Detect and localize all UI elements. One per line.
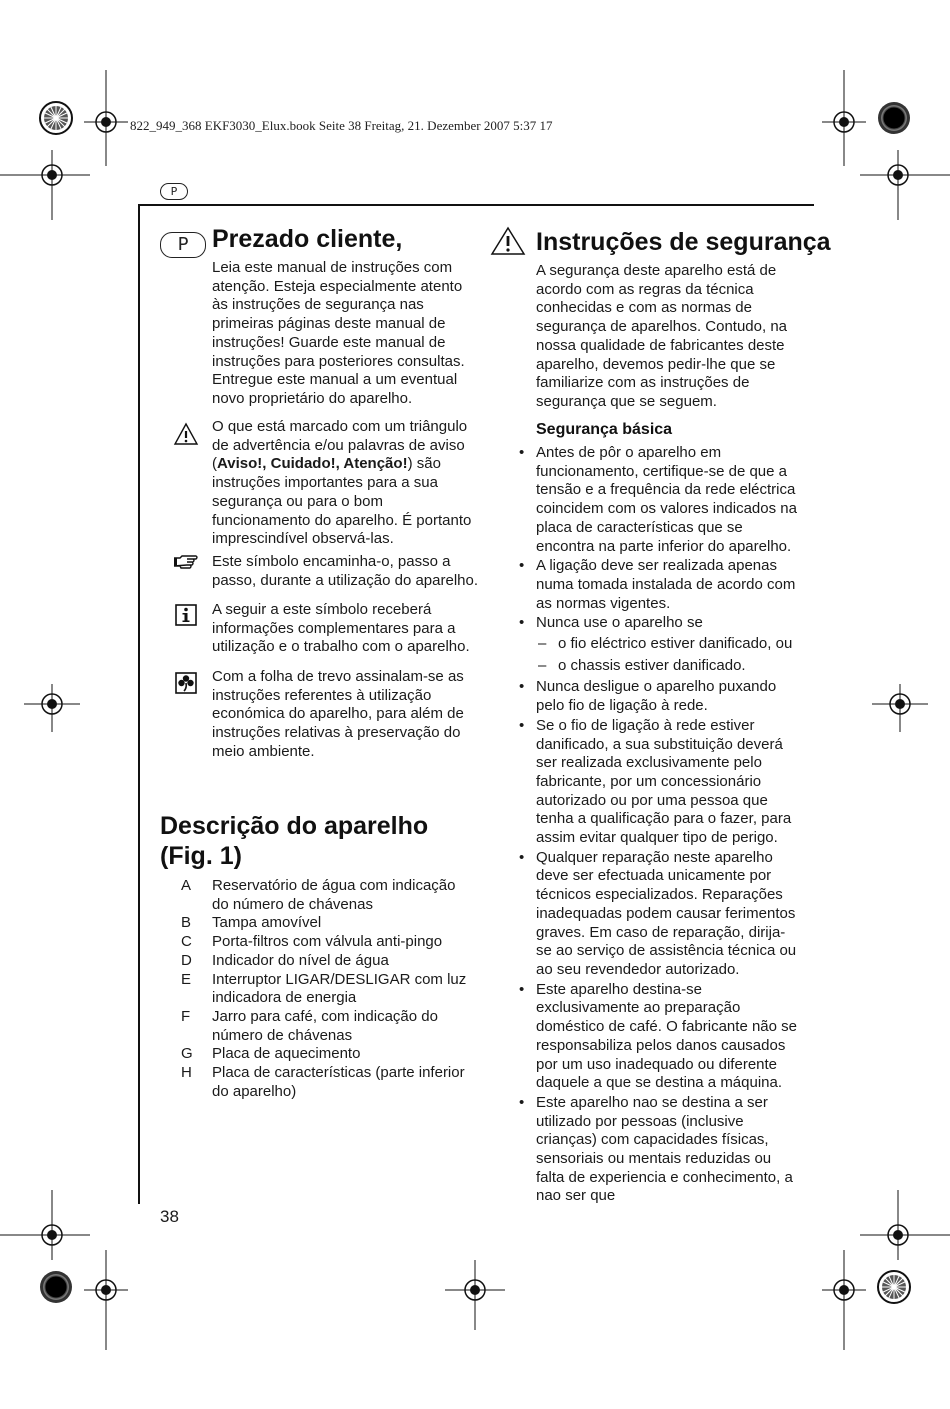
part-text: Reservatório de água com indicação do número de chávenas xyxy=(212,877,456,913)
safety-bullet xyxy=(519,1094,801,1206)
parts-list-item xyxy=(181,1008,481,1045)
warning-triangle-large-icon xyxy=(490,226,526,256)
warning-keywords: Aviso!, Cuidado!, Atenção! xyxy=(217,455,408,473)
safety-bullet xyxy=(519,678,801,715)
part-text: Placa de características (parte inferior do aparelho) xyxy=(212,1064,465,1100)
part-letter: G xyxy=(181,1045,193,1063)
parts-list-item xyxy=(181,1064,481,1101)
crosshair-mark-top-right-b xyxy=(860,150,950,220)
part-letter: A xyxy=(181,877,192,894)
crosshair-mark-top-left-b xyxy=(0,150,90,220)
bullet-dot-icon: • xyxy=(519,444,525,461)
crosshair-mark-mid-left xyxy=(24,684,80,732)
parts-list-item xyxy=(181,933,481,952)
bullet-text: A ligação deve ser realizada apenas numa tomada instalada de acordo com as normas vigentes. xyxy=(536,557,796,612)
subitem-text: o fio eléctrico estiver danificado, ou xyxy=(558,635,793,653)
crosshair-mark-bottom-left-a xyxy=(0,1190,90,1260)
safety-intro: A segurança deste aparelho está de acordo com as regras da técnica conhecidas e com as normas de segurança de aparelhos. Contudo, na nossa qualidade de fabricantes deste aparelho, devemos pedir-lhe que se familiarize com as instruções de segurança que se seguem. xyxy=(536,262,788,410)
warning-triangle-icon xyxy=(173,422,199,446)
description-title-line1: Descrição do aparelho xyxy=(160,812,429,840)
basic-safety-subtitle: Segurança básica xyxy=(536,421,673,438)
description-title-line2: (Fig. 1) xyxy=(160,842,242,870)
parts-list-item xyxy=(181,952,481,971)
left-rule xyxy=(138,204,140,1204)
safety-bullet xyxy=(519,717,801,848)
bullet-text: Nunca use o aparelho se xyxy=(536,614,703,632)
safety-bullet xyxy=(519,444,801,556)
part-letter: C xyxy=(181,933,192,951)
intro-paragraph: Leia este manual de instruções com atenção. Esteja especialmente atento às instruções de segurança nas primeiras páginas deste manual de instruções! Guarde este manual de instruções para posteriores consultas. Entregue este manual a um eventual novo proprietário do aparelho. xyxy=(212,259,465,407)
safety-bullet xyxy=(519,849,801,980)
registration-mark-top-left xyxy=(38,100,74,136)
dash-marker: – xyxy=(538,635,547,653)
parts-list-item xyxy=(181,1045,481,1064)
clover-leaf-icon xyxy=(175,672,197,694)
crosshair-mark-bottom-left-b xyxy=(84,1250,128,1350)
parts-list-item xyxy=(181,971,481,1008)
bullet-dot-icon: • xyxy=(519,614,525,632)
bullet-text: Se o fio de ligação à rede estiver danificado, a sua substituição deverá ser realizada exclusivamente pelo fabricante, por um concessionário autorizado ou por uma pessoa que tenha a qualificação para o fazer, para assim evitar qualquer tipo de perigo. xyxy=(536,716,792,847)
dash-marker: – xyxy=(538,656,547,674)
subitem-text: o chassis estiver danificado. xyxy=(558,656,746,674)
safety-list xyxy=(519,444,801,1206)
description-title xyxy=(160,811,428,871)
safety-subitem xyxy=(538,635,801,654)
bullet-dot-icon: • xyxy=(519,678,525,696)
bullet-text: Este aparelho destina-se exclusivamente ao preparação doméstico de café. O fabricante não se responsabiliza pelos danos causados por um uso inadequado ou diferente daquele a que se destina a máquina. xyxy=(536,980,797,1092)
crosshair-mark-bottom-right-b xyxy=(822,1250,866,1350)
bullet-text: Qualquer reparação neste aparelho deve ser efectuada unicamente por técnicos especializados. Reparações inadequadas podem causar ferimentos graves. Em caso de reparação, dirija-se ao serviço de assistência técnica ou ao seu revendedor autorizado. xyxy=(536,848,797,978)
registration-mark-top-right xyxy=(876,100,912,136)
warning-text-start: O que está marcado com um triângulo de advertência e/ou palavras de aviso ( xyxy=(212,418,468,473)
intro-title: Prezado cliente, xyxy=(212,225,403,253)
bullet-dot-icon: • xyxy=(519,1093,525,1111)
bullet-dot-icon: • xyxy=(519,557,525,575)
part-letter: E xyxy=(181,970,192,988)
parts-list-item xyxy=(181,914,481,933)
book-info-header: 822_949_368 EKF3030_Elux.book Seite 38 Freitag, 21. Dezember 2007 5:37 17 xyxy=(130,118,553,133)
part-letter: B xyxy=(181,914,192,932)
part-text: Jarro para café, com indicação do número de chávenas xyxy=(212,1007,438,1044)
info-symbol-text: A seguir a este símbolo receberá informações complementares para a utilização e o trabalho com o aparelho. xyxy=(212,601,470,656)
registration-mark-bottom-left xyxy=(38,1269,74,1305)
clover-symbol-text: Com a folha de trevo assinalam-se as instruções referentes à utilização económica do aparelho, para além de instruções relativas à preservação do meio ambiente. xyxy=(212,668,464,760)
part-text: Placa de aquecimento xyxy=(212,1045,361,1063)
registration-mark-bottom-right xyxy=(876,1269,912,1305)
page-number: 38 xyxy=(160,1207,179,1226)
pointing-hand-icon xyxy=(172,554,200,570)
part-letter: F xyxy=(181,1007,191,1025)
bullet-dot-icon: • xyxy=(519,980,525,998)
crosshair-mark-bottom-center xyxy=(445,1260,505,1330)
top-rule xyxy=(138,204,814,206)
parts-list xyxy=(181,877,481,1101)
bullet-dot-icon: • xyxy=(519,848,525,866)
hand-symbol-text: Este símbolo encaminha-o, passo a passo, durante a utilização do aparelho. xyxy=(212,553,479,589)
part-letter: D xyxy=(181,951,192,969)
part-text: Porta-filtros com válvula anti-pingo xyxy=(212,933,443,951)
safety-bullet xyxy=(519,981,801,1093)
safety-subitem xyxy=(538,657,801,676)
parts-list-item xyxy=(181,877,481,914)
crosshair-mark-top-left-a xyxy=(84,70,128,166)
language-badge-small: P xyxy=(160,183,188,200)
warning-paragraph xyxy=(212,418,474,549)
language-badge: P xyxy=(160,232,206,258)
part-letter: H xyxy=(181,1064,192,1082)
part-text: Interruptor LIGAR/DESLIGAR com luz indicadora de energia xyxy=(212,970,467,1007)
info-icon xyxy=(175,604,197,626)
bullet-dot-icon: • xyxy=(519,716,525,734)
warning-text-end: ) são instruções importantes para a sua segurança ou para o bom funcionamento do aparelho. É portanto imprescindível observá-las. xyxy=(212,455,472,548)
safety-bullet xyxy=(519,557,801,613)
bullet-text: Nunca desligue o aparelho puxando pelo fio de ligação à rede. xyxy=(536,678,777,715)
crosshair-mark-bottom-right-a xyxy=(860,1190,950,1260)
safety-bullet xyxy=(519,614,801,633)
bullet-text: Este aparelho nao se destina a ser utilizado por pessoas (inclusive crianças) com capacidades físicas, sensoriais ou mentais reduzidas ou falta de experiencia e conhecimento, a nao ser que xyxy=(536,1093,793,1205)
part-text: Tampa amovível xyxy=(212,914,322,932)
crosshair-mark-mid-right xyxy=(872,684,928,732)
safety-title: Instruções de segurança xyxy=(536,228,831,256)
part-text: Indicador do nível de água xyxy=(212,951,389,969)
bullet-text: Antes de pôr o aparelho em funcionamento, certifique-se de que a tensão e a frequência da rede eléctrica coincidem com os valores indicados na placa de características que se encontra na parte inferior do aparelho. xyxy=(536,444,797,555)
